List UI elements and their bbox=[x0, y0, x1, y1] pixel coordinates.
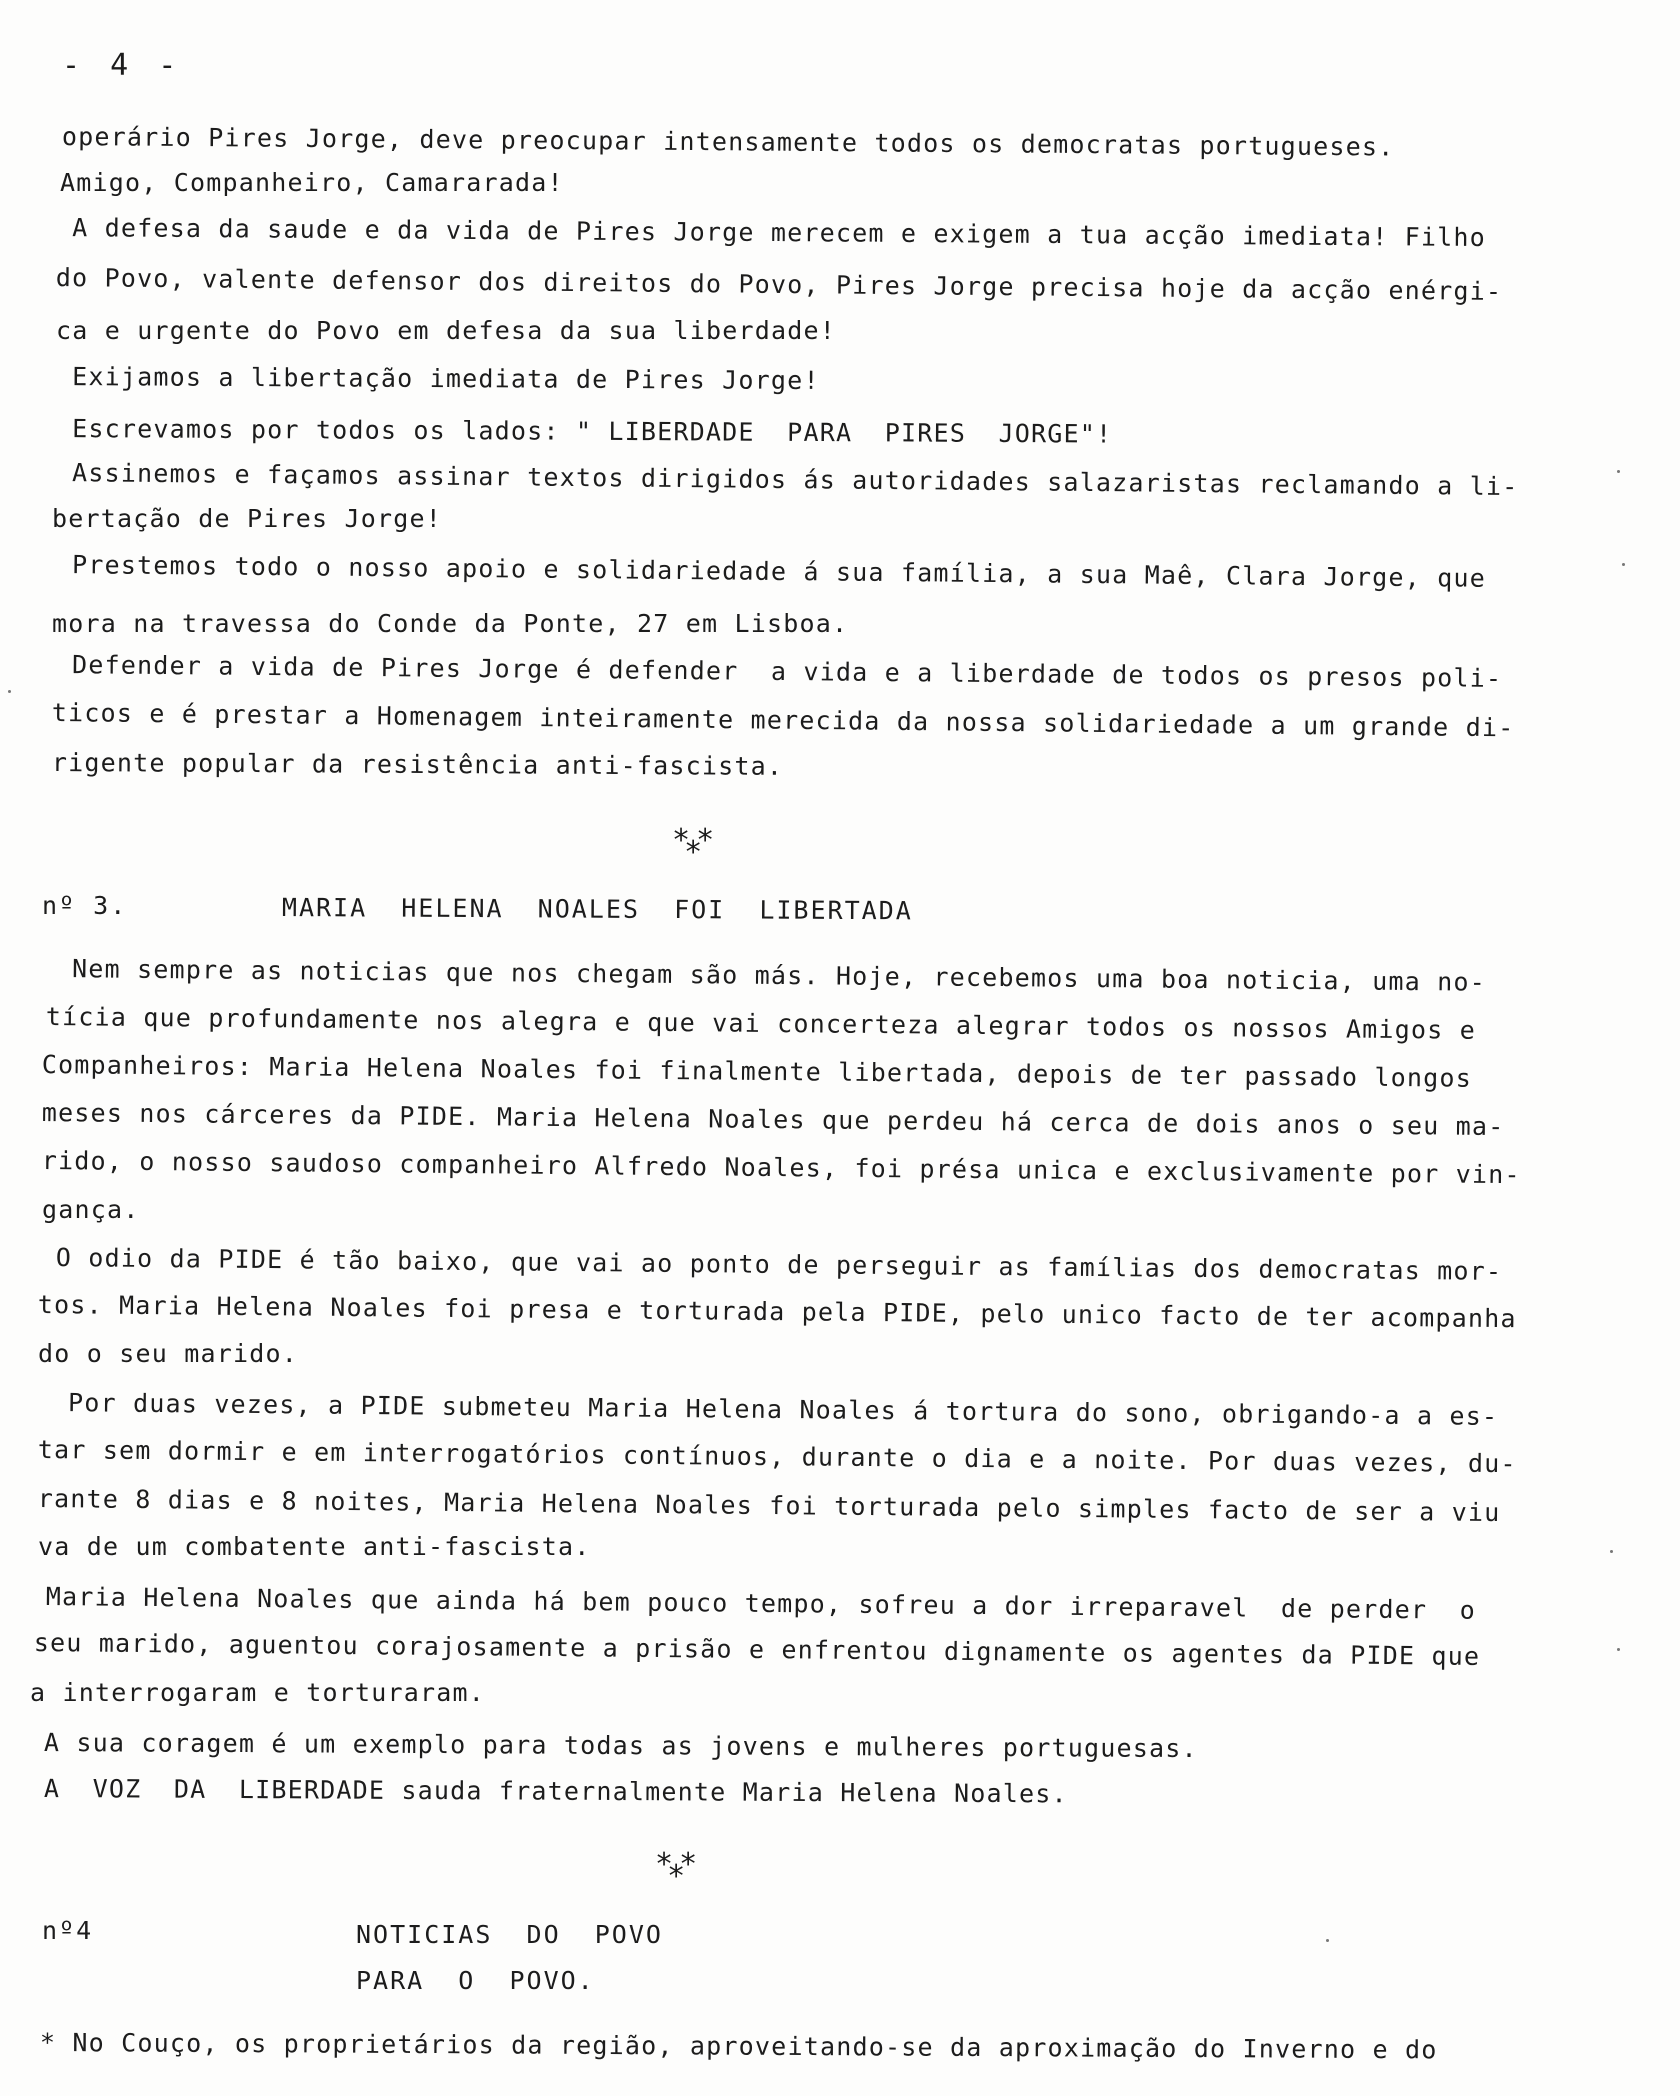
body-line: Maria Helena Noales que ainda há bem pouco tempo, sofreu a dor irreparavel de perder o bbox=[45, 1582, 1477, 1625]
body-line: do Povo, valente defensor dos direitos do Povo, Pires Jorge precisa hoje da acção enérgi- bbox=[55, 263, 1503, 306]
scan-speck bbox=[1610, 1550, 1613, 1553]
body-line: seu marido, aguentou corajosamente a prisão e enfrentou dignamente os agentes da PIDE que bbox=[33, 1628, 1481, 1671]
body-line: va de um combatente anti-fascista. bbox=[38, 1532, 591, 1561]
section-separator: *** bbox=[655, 1847, 692, 1894]
body-line: Exijamos a libertação imediata de Pires Jorge! bbox=[55, 362, 820, 395]
body-line: A VOZ DA LIBERDADE sauda fraternalmente Maria Helena Noales. bbox=[43, 1774, 1068, 1809]
article-title: NOTICIAS DO POVO bbox=[356, 1920, 663, 1949]
body-line: meses nos cárceres da PIDE. Maria Helena Noales que perdeu há cerca de dois anos o seu ma- bbox=[41, 1098, 1505, 1142]
article-number: nº4 bbox=[42, 1916, 94, 1945]
body-line: Defender a vida de Pires Jorge é defender a vida e a liberdade de todos os presos poli- bbox=[55, 650, 1503, 693]
body-line: do o seu marido. bbox=[38, 1339, 299, 1368]
body-line: operário Pires Jorge, deve preocupar intensamente todos os democratas portugueses. bbox=[61, 122, 1395, 162]
body-line: Escrevamos por todos os lados: " LIBERDADE PARA PIRES JORGE"! bbox=[55, 414, 1113, 449]
page-number: - 4 - bbox=[62, 48, 183, 83]
body-line: A sua coragem é um exemplo para todas as jovens e mulheres portuguesas. bbox=[43, 1728, 1198, 1764]
body-line: bertação de Pires Jorge! bbox=[52, 504, 443, 533]
body-line: rante 8 dias e 8 noites, Maria Helena Noales foi torturada pelo simples facto de ser a viu bbox=[37, 1484, 1501, 1528]
body-line: Nem sempre as noticias que nos chegam são más. Hoje, recebemos uma boa noticia, uma no- bbox=[55, 954, 1487, 997]
article-subtitle: PARA O POVO. bbox=[356, 1966, 595, 1995]
body-line: Companheiros: Maria Helena Noales foi finalmente libertada, depois de ter passado longos bbox=[41, 1050, 1473, 1093]
body-line: O odio da PIDE é tão baixo, que vai ao ponto de perseguir as famílias dos democratas mor- bbox=[55, 1243, 1503, 1286]
body-line: gança. bbox=[42, 1195, 140, 1224]
body-line: A defesa da saude e da vida de Pires Jorge merecem e exigem a tua acção imediata! Filho bbox=[55, 213, 1487, 252]
body-line: rido, o nosso saudoso companheiro Alfredo Noales, foi présa unica e exclusivamente por vin- bbox=[41, 1146, 1521, 1190]
body-line: mora na travessa do Conde da Ponte, 27 em Lisboa. bbox=[52, 609, 849, 638]
scan-speck bbox=[1622, 563, 1625, 566]
body-line: ca e urgente do Povo em defesa da sua liberdade! bbox=[56, 316, 837, 345]
body-line: ticos e é prestar a Homenagem inteiramente merecida da nossa solidariedade a um grande di- bbox=[51, 698, 1515, 743]
article-title: MARIA HELENA NOALES FOI LIBERTADA bbox=[281, 893, 913, 926]
body-line: tícia que profundamente nos alegra e que vai concerteza alegrar todos os nossos Amigos e bbox=[45, 1002, 1477, 1045]
body-line: tar sem dormir e em interrogatórios contínuos, durante o dia e a noite. Por duas vezes, du- bbox=[37, 1435, 1517, 1479]
article-number: nº 3. bbox=[42, 891, 128, 920]
body-line: Assinemos e façamos assinar textos dirigidos ás autoridades salazaristas reclamando a li- bbox=[55, 458, 1519, 502]
body-line: a interrogaram e torturaram. bbox=[30, 1678, 486, 1707]
section-separator: *** bbox=[672, 823, 709, 870]
body-line: Amigo, Companheiro, Camararada! bbox=[60, 168, 564, 197]
scan-speck bbox=[1617, 470, 1620, 473]
scan-speck bbox=[1326, 1939, 1329, 1942]
body-line: Por duas vezes, a PIDE submeteu Maria Helena Noales á tortura do sono, obrigando-a a es- bbox=[51, 1388, 1499, 1431]
scan-speck bbox=[1617, 1648, 1620, 1651]
body-line: * No Couço, os proprietários da região, aproveitando-se da aproximação do Inverno e do bbox=[39, 2028, 1438, 2065]
body-line: rigente popular da resistência anti-fascista. bbox=[51, 748, 784, 781]
body-line: tos. Maria Helena Noales foi presa e torturada pela PIDE, pelo unico facto de ter acompanha bbox=[37, 1290, 1517, 1334]
body-line: Prestemos todo o nosso apoio e solidariedade á sua família, a sua Maê, Clara Jorge, que bbox=[55, 550, 1487, 593]
scan-speck bbox=[8, 690, 11, 693]
